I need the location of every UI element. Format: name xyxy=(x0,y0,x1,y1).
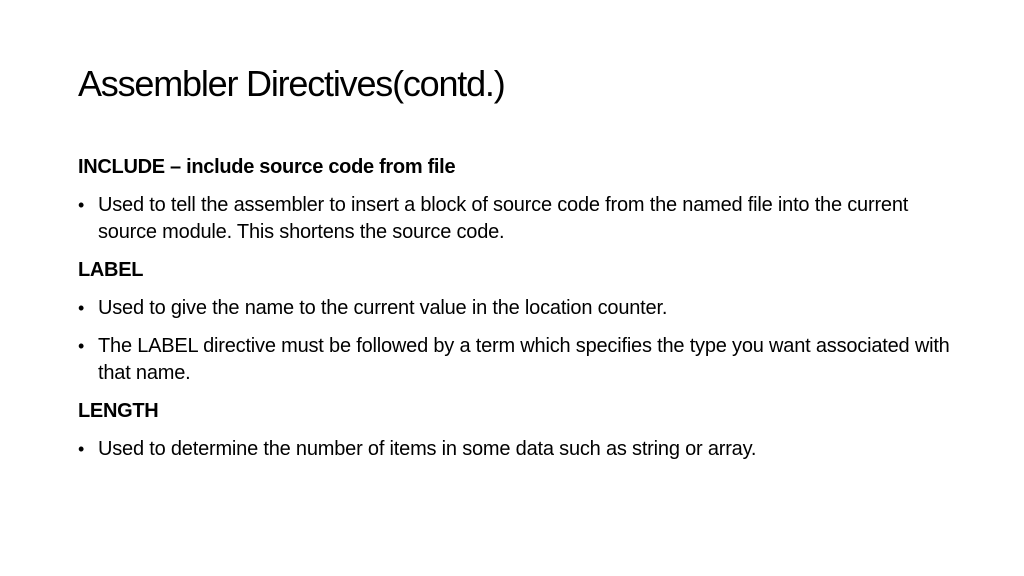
section-heading: LENGTH xyxy=(78,400,159,422)
bullet-item xyxy=(78,436,958,463)
bullet-icon: • xyxy=(78,298,85,318)
bullet-icon: • xyxy=(78,336,85,356)
bullet-item xyxy=(78,333,958,387)
bullet-text: The LABEL directive must be followed by a term which specifies the type you want associated with that name. xyxy=(98,335,950,384)
bullet-item xyxy=(78,192,958,246)
slide-content xyxy=(78,154,958,474)
bullet-text: Used to tell the assembler to insert a block of source code from the named file into the current source module. This shortens the source code. xyxy=(98,194,909,243)
section-heading: INCLUDE – include source code from file xyxy=(78,156,456,178)
section-length xyxy=(78,398,958,463)
bullet-list xyxy=(78,295,958,387)
slide-title: Assembler Directives(contd.) xyxy=(78,63,505,104)
section-heading: LABEL xyxy=(78,259,144,281)
bullet-icon: • xyxy=(78,439,85,459)
bullet-text: Used to give the name to the current value in the location counter. xyxy=(98,297,668,319)
bullet-icon: • xyxy=(78,195,85,215)
bullet-text: Used to determine the number of items in some data such as string or array. xyxy=(98,438,757,460)
section-include xyxy=(78,154,958,246)
section-label xyxy=(78,257,958,387)
bullet-item xyxy=(78,295,958,322)
bullet-list xyxy=(78,192,958,246)
bullet-list xyxy=(78,436,958,463)
